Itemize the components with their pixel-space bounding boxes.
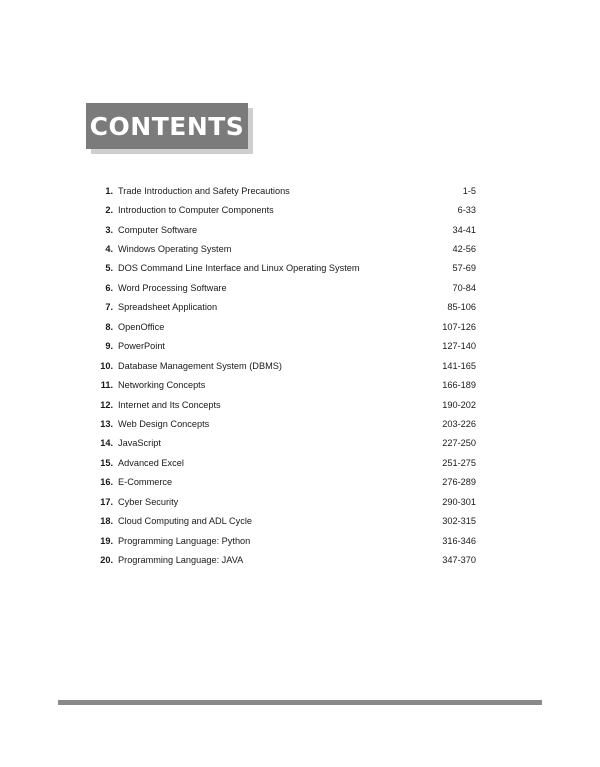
toc-entry-title: JavaScript: [118, 438, 161, 449]
toc-entry[interactable]: [92, 375, 476, 394]
toc-entry-title: Programming Language: JAVA: [118, 555, 244, 566]
bottom-divider: [58, 700, 542, 705]
page-title: CONTENTS: [89, 111, 245, 141]
toc-entry[interactable]: [92, 259, 476, 278]
toc-entry-number: 7.: [105, 302, 113, 313]
toc-entry-number: 9.: [105, 341, 113, 352]
toc-entry-title: PowerPoint: [118, 341, 165, 352]
toc-entry[interactable]: [92, 356, 476, 375]
toc-entry-title: OpenOffice: [118, 321, 165, 332]
toc-entry[interactable]: [92, 239, 476, 258]
toc-entry[interactable]: [92, 337, 476, 356]
toc-entry[interactable]: [92, 531, 476, 550]
toc-entry-pages: 42-56: [452, 244, 476, 255]
table-of-contents: [92, 181, 476, 570]
toc-entry-title: Trade Introduction and Safety Precautions: [118, 185, 290, 196]
toc-entry-pages: 127-140: [442, 341, 476, 352]
toc-entry-number: 12.: [100, 399, 113, 410]
toc-entry-number: 16.: [100, 477, 113, 488]
toc-entry[interactable]: [92, 492, 476, 511]
toc-entry-pages: 251-275: [442, 457, 476, 468]
toc-entry-pages: 316-346: [442, 535, 476, 546]
toc-entry-number: 5.: [105, 263, 113, 274]
toc-entry-number: 4.: [105, 244, 113, 255]
toc-entry-number: 15.: [100, 457, 113, 468]
toc-entry-number: 3.: [105, 224, 113, 235]
toc-entry-pages: 166-189: [442, 380, 476, 391]
toc-entry[interactable]: [92, 511, 476, 530]
toc-entry-number: 18.: [100, 516, 113, 527]
toc-entry-pages: 347-370: [442, 555, 476, 566]
toc-entry-pages: 141-165: [442, 360, 476, 371]
toc-entry-number: 20.: [100, 555, 113, 566]
toc-entry-title: Cyber Security: [118, 496, 179, 507]
toc-entry[interactable]: [92, 278, 476, 297]
toc-entry-title: Programming Language: Python: [118, 535, 251, 546]
toc-entry-title: Computer Software: [118, 224, 198, 235]
toc-entry-pages: 227-250: [442, 438, 476, 449]
toc-entry-title: Networking Concepts: [118, 380, 206, 391]
toc-entry-pages: 190-202: [442, 399, 476, 410]
toc-entry-pages: 203-226: [442, 418, 476, 429]
toc-entry-number: 11.: [100, 380, 113, 391]
toc-entry-title: Cloud Computing and ADL Cycle: [118, 516, 252, 527]
toc-entry-title: Windows Operating System: [118, 244, 232, 255]
toc-entry-title: Database Management System (DBMS): [118, 360, 282, 371]
toc-entry-pages: 276-289: [442, 477, 476, 488]
toc-entry-number: 8.: [105, 321, 113, 332]
toc-entry-title: Introduction to Computer Components: [118, 205, 274, 216]
toc-entry[interactable]: [92, 181, 476, 200]
toc-entry[interactable]: [92, 414, 476, 433]
toc-entry-number: 1.: [105, 185, 113, 196]
toc-entry-pages: 1-5: [462, 185, 476, 196]
toc-entry[interactable]: [92, 434, 476, 453]
toc-entry-pages: 70-84: [452, 282, 476, 293]
toc-entry-pages: 302-315: [442, 516, 476, 527]
toc-entry-pages: 57-69: [452, 263, 476, 274]
toc-entry-number: 17.: [100, 496, 113, 507]
contents-heading-badge: [86, 103, 248, 149]
toc-entry[interactable]: [92, 550, 476, 569]
toc-entry-title: E-Commerce: [118, 477, 173, 488]
toc-entry[interactable]: [92, 453, 476, 472]
toc-entry-number: 19.: [100, 535, 113, 546]
toc-entry-pages: 107-126: [442, 321, 476, 332]
toc-entry[interactable]: [92, 395, 476, 414]
toc-entry[interactable]: [92, 473, 476, 492]
toc-entry[interactable]: [92, 200, 476, 219]
toc-entry-title: Word Processing Software: [118, 282, 227, 293]
toc-entry[interactable]: [92, 317, 476, 336]
toc-entry-pages: 85-106: [447, 302, 476, 313]
toc-entry-number: 6.: [105, 282, 113, 293]
toc-entry-number: 13.: [100, 418, 113, 429]
toc-entry[interactable]: [92, 298, 476, 317]
toc-entry-title: Spreadsheet Application: [118, 302, 218, 313]
toc-entry-title: Web Design Concepts: [118, 418, 210, 429]
toc-entry-pages: 6-33: [457, 205, 476, 216]
toc-entry-title: DOS Command Line Interface and Linux Operating System: [118, 263, 360, 274]
toc-entry-pages: 34-41: [452, 224, 476, 235]
heading-box: [86, 103, 248, 149]
toc-entry-title: Internet and Its Concepts: [118, 399, 221, 410]
toc-entry-pages: 290-301: [442, 496, 476, 507]
toc-entry-number: 2.: [105, 205, 113, 216]
toc-entry[interactable]: [92, 220, 476, 239]
toc-entry-number: 14.: [100, 438, 113, 449]
toc-entry-number: 10.: [100, 360, 113, 371]
toc-entry-title: Advanced Excel: [118, 457, 184, 468]
